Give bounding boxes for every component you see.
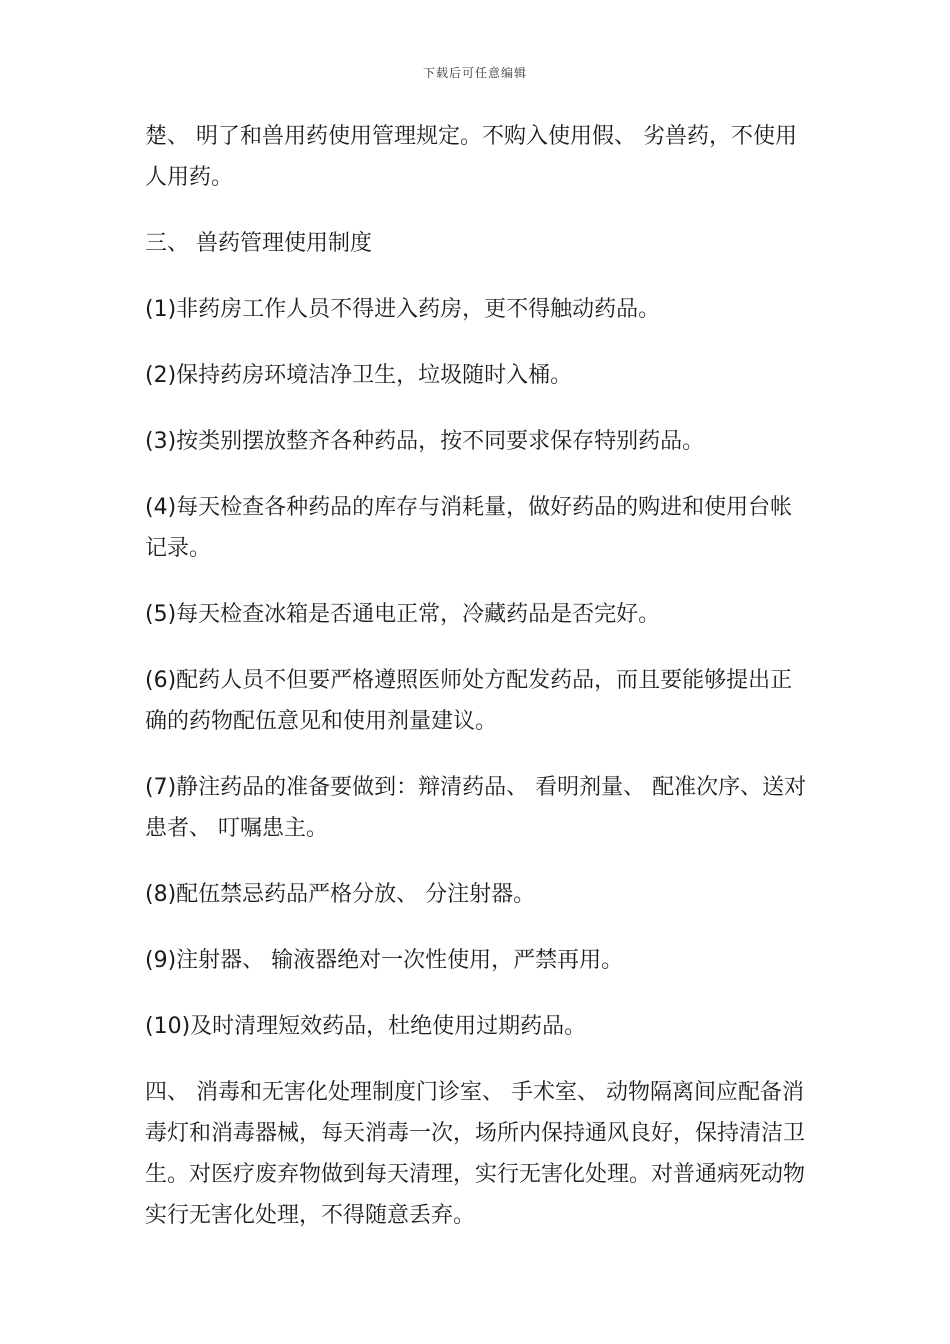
list-item-1: (1)非药房工作人员不得进入药房，更不得触动药品。	[145, 297, 661, 322]
list-item-4: (4)每天检查各种药品的库存与消耗量，做好药品的购进和使用台帐记录。	[145, 495, 793, 561]
document-body	[145, 116, 810, 1261]
paragraph-continuation: 楚、 明了和兽用药使用管理规定。不购入使用假、 劣兽药，不使用人用药。	[145, 124, 797, 190]
list-item-3: (3)按类别摆放整齐各种药品，按不同要求保存特别药品。	[145, 429, 705, 454]
page-header: 下载后可任意编辑	[422, 66, 527, 80]
section-heading-drug-management: 三、 兽药管理使用制度	[145, 231, 372, 256]
list-item-2: (2)保持药房环境洁净卫生，垃圾随时入桶。	[145, 363, 573, 388]
list-item-7: (7)静注药品的准备要做到：辩清药品、 看明剂量、 配准次序、送对患者、 叮嘱患主。	[145, 775, 807, 841]
list-item-5: (5)每天检查冰箱是否通电正常，冷藏药品是否完好。	[145, 602, 661, 627]
list-item-9: (9)注射器、 输液器绝对一次性使用，严禁再用。	[145, 948, 624, 973]
list-item-8: (8)配伍禁忌药品严格分放、 分注射器。	[145, 882, 536, 907]
list-item-6: (6)配药人员不但要严格遵照医师处方配发药品，而且要能够提出正确的药物配伍意见和使用剂量建议。	[145, 668, 793, 734]
list-item-10: (10)及时清理短效药品，杜绝使用过期药品。	[145, 1014, 587, 1039]
section-disinfection: 四、 消毒和无害化处理制度门诊室、 手术室、 动物隔离间应配备消毒灯和消毒器械，每天消毒一次，场所内保持通风良好，保持清洁卫生。对医疗废弃物做到每天清理，实行无害化处理。对普通病死动物实行无害化处理，不得随意丢弃。	[145, 1080, 806, 1228]
